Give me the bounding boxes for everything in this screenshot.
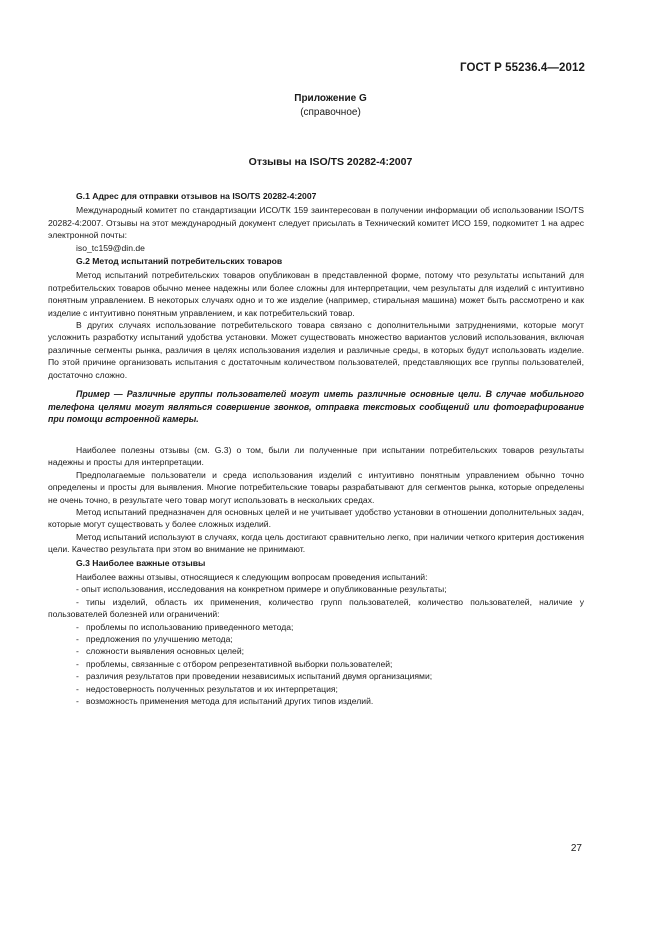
list-dash: - xyxy=(76,671,79,682)
document-body xyxy=(48,189,584,707)
standard-number: ГОСТ Р 55236.4—2012 xyxy=(460,62,585,74)
annex-title: Приложение G xyxy=(294,93,367,104)
list-dash: - xyxy=(76,633,79,644)
section-g3-heading: G.3 Наиболее важные отзывы xyxy=(76,557,206,568)
section-g3-item-product-types: - типы изделий, область их применения, количество групп пользователей, количество пользователей, наличие у пользователей болезней или ограничений: xyxy=(48,596,584,620)
issue-list-item xyxy=(48,645,584,657)
contact-email: iso_tc159@din.de xyxy=(76,242,145,253)
issue-list-text: недостоверность полученных результатов и их интерпретация; xyxy=(86,683,338,694)
issue-list-text: различия результатов при проведении независимых испытаний двумя организациями; xyxy=(86,671,433,682)
section-g2-heading: G.2 Метод испытаний потребительских товаров xyxy=(76,256,283,267)
issue-list-text: предложения по улучшению метода; xyxy=(86,633,233,644)
issue-list-text: проблемы, связанные с отбором репрезентативной выборки пользователей; xyxy=(86,658,393,669)
section-g1-heading: G.1 Адрес для отправки отзывов на ISO/TS 20282-4:2007 xyxy=(76,191,317,201)
page-number: 27 xyxy=(570,843,582,854)
issue-list-text: возможность применения метода для испытаний других типов изделий. xyxy=(86,696,374,706)
section-g1-paragraph: Международный комитет по стандартизации ИСО/ТК 159 заинтересован в получении информации об использовании ISO/TS 20282-4:2007. Отзывы на этот международный документ следует присылать в Технический комитет ИСО 159, подкомитет 1 на адрес электронной почты: xyxy=(48,205,584,241)
issues-list xyxy=(48,621,584,708)
example-note: Пример — Различные группы пользователей могут иметь различные основные цели. В случае мобильного телефона целями могут являться совершение звонков, отправка текстовых сообщений или фотографирование при помощи встроенной камеры. xyxy=(48,389,584,425)
section-g2-paragraph-1: Метод испытаний потребительских товаров опубликован в представленной форме, потому что результаты испытаний для потребительских товаров обычно менее надежны или более сложны для интерпретации, чем результаты для изделий с интуитивно понятным управлением. В некоторых случаях одно и то же изделие (например, стиральная машина) может быть рассмотрено и как изделие с интуитивно понятным управлением, и как потребительский товар. xyxy=(48,270,584,318)
issue-list-text: сложности выявления основных целей; xyxy=(86,646,245,657)
list-dash: - xyxy=(76,646,79,657)
issue-list-item xyxy=(48,633,584,645)
issue-list-item xyxy=(48,683,584,695)
list-dash: - xyxy=(76,658,79,669)
list-dash: - xyxy=(76,696,79,706)
list-dash: - xyxy=(76,683,79,694)
document-title: Отзывы на ISO/TS 20282-4:2007 xyxy=(248,156,413,168)
section-g2-paragraph-6: Метод испытаний используют в случаях, когда цель достигают сравнительно легко, при наличии четкого критерия достижения цели. Качество результата при этом во внимание не принимают. xyxy=(48,531,584,555)
section-g2-paragraph-4: Предполагаемые пользователи и среда использования изделий с интуитивно понятным управлением обычно точно определены и просты для выявления. Многие потребительские товары разрабатывают для сегментов рынка, которые определены не очень точно, в результате чего товар могут использовать в нескольких средах. xyxy=(48,469,584,505)
annex-subtitle: (справочное) xyxy=(300,107,361,118)
issue-list-text: проблемы по использованию приведенного метода; xyxy=(86,621,294,632)
annex-heading xyxy=(0,92,661,120)
section-g3-intro: Наиболее важны отзывы, относящиеся к следующим вопросам проведения испытаний: xyxy=(76,571,428,582)
list-dash: - xyxy=(76,621,79,632)
issue-list-item xyxy=(48,658,584,670)
section-g3-item-experience: - опыт использования, исследования на конкретном примере и опубликованные результаты; xyxy=(76,584,447,595)
issue-list-item xyxy=(48,695,584,707)
section-g2-paragraph-2: В других случаях использование потребительского товара связано с дополнительными затруднениями, которые могут усложнить разработку испытаний удобства установки. Может существовать множество вариантов условий использования, включая различные сегменты рынка, различия в целях использования изделия и различные среды, в которых будут использовать изделие. По этой причине организовать испытания с достаточным количеством пользователей, представляющих все группы пользователей, достаточно сложно. xyxy=(48,320,584,380)
section-g2-paragraph-5: Метод испытаний предназначен для основных целей и не учитывает удобство установки в отношении дополнительных задач, которые могут существовать у более сложных изделий. xyxy=(48,506,584,530)
section-g2-paragraph-3: Наиболее полезны отзывы (см. G.3) о том, были ли полученные при испытании потребительских товаров результаты надежны и просты для интерпретации. xyxy=(48,444,584,468)
issue-list-item xyxy=(48,621,584,633)
issue-list-item xyxy=(48,670,584,682)
